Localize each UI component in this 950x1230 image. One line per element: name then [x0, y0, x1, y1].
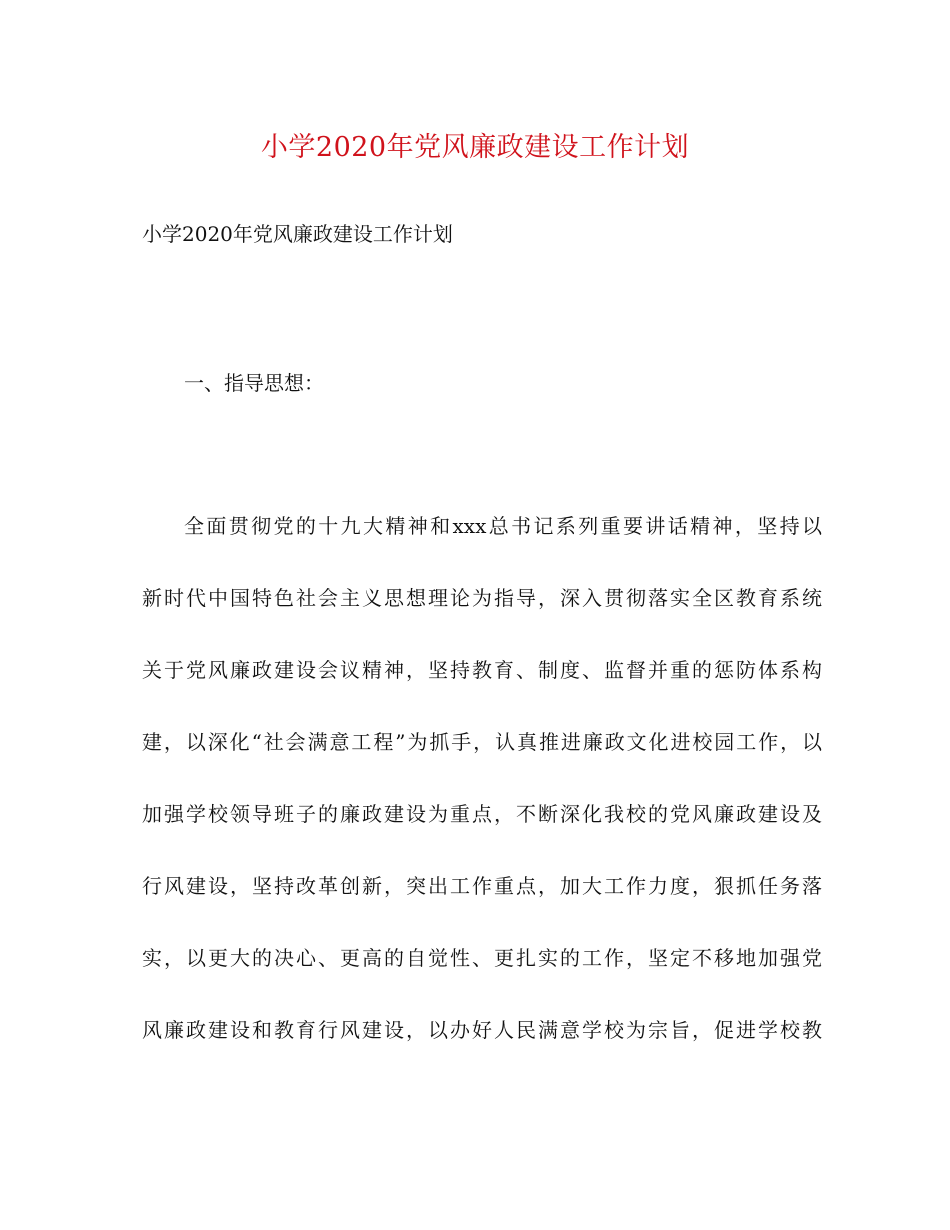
- body-line: 新时代中国特色社会主义思想理论为指导，深入贯彻落实全区教育系统: [142, 586, 822, 610]
- body-line: 行风建设，坚持改革创新，突出工作重点，加大工作力度，狠抓任务落: [142, 874, 822, 898]
- document-title: 小学2020年党风廉政建设工作计划: [260, 132, 690, 163]
- body-line: 关于党风廉政建设会议精神，坚持教育、制度、监督并重的惩防体系构: [142, 658, 822, 682]
- body-line: 风廉政建设和教育行风建设，以办好人民满意学校为宗旨，促进学校教: [142, 1018, 822, 1042]
- document-subtitle: 小学2020年党风廉政建设工作计划: [142, 222, 453, 246]
- body-line: 加强学校领导班子的廉政建设为重点，不断深化我校的党风廉政建设及: [142, 802, 822, 826]
- body-line: 全面贯彻党的十九大精神和xxx总书记系列重要讲话精神，坚持以: [184, 514, 822, 538]
- body-line: 实，以更大的决心、更高的自觉性、更扎实的工作，坚定不移地加强党: [142, 946, 822, 970]
- body-line: 建，以深化“社会满意工程”为抓手，认真推进廉政文化进校园工作，以: [142, 730, 822, 754]
- section-heading-guiding-ideology: 一、指导思想：: [184, 371, 324, 395]
